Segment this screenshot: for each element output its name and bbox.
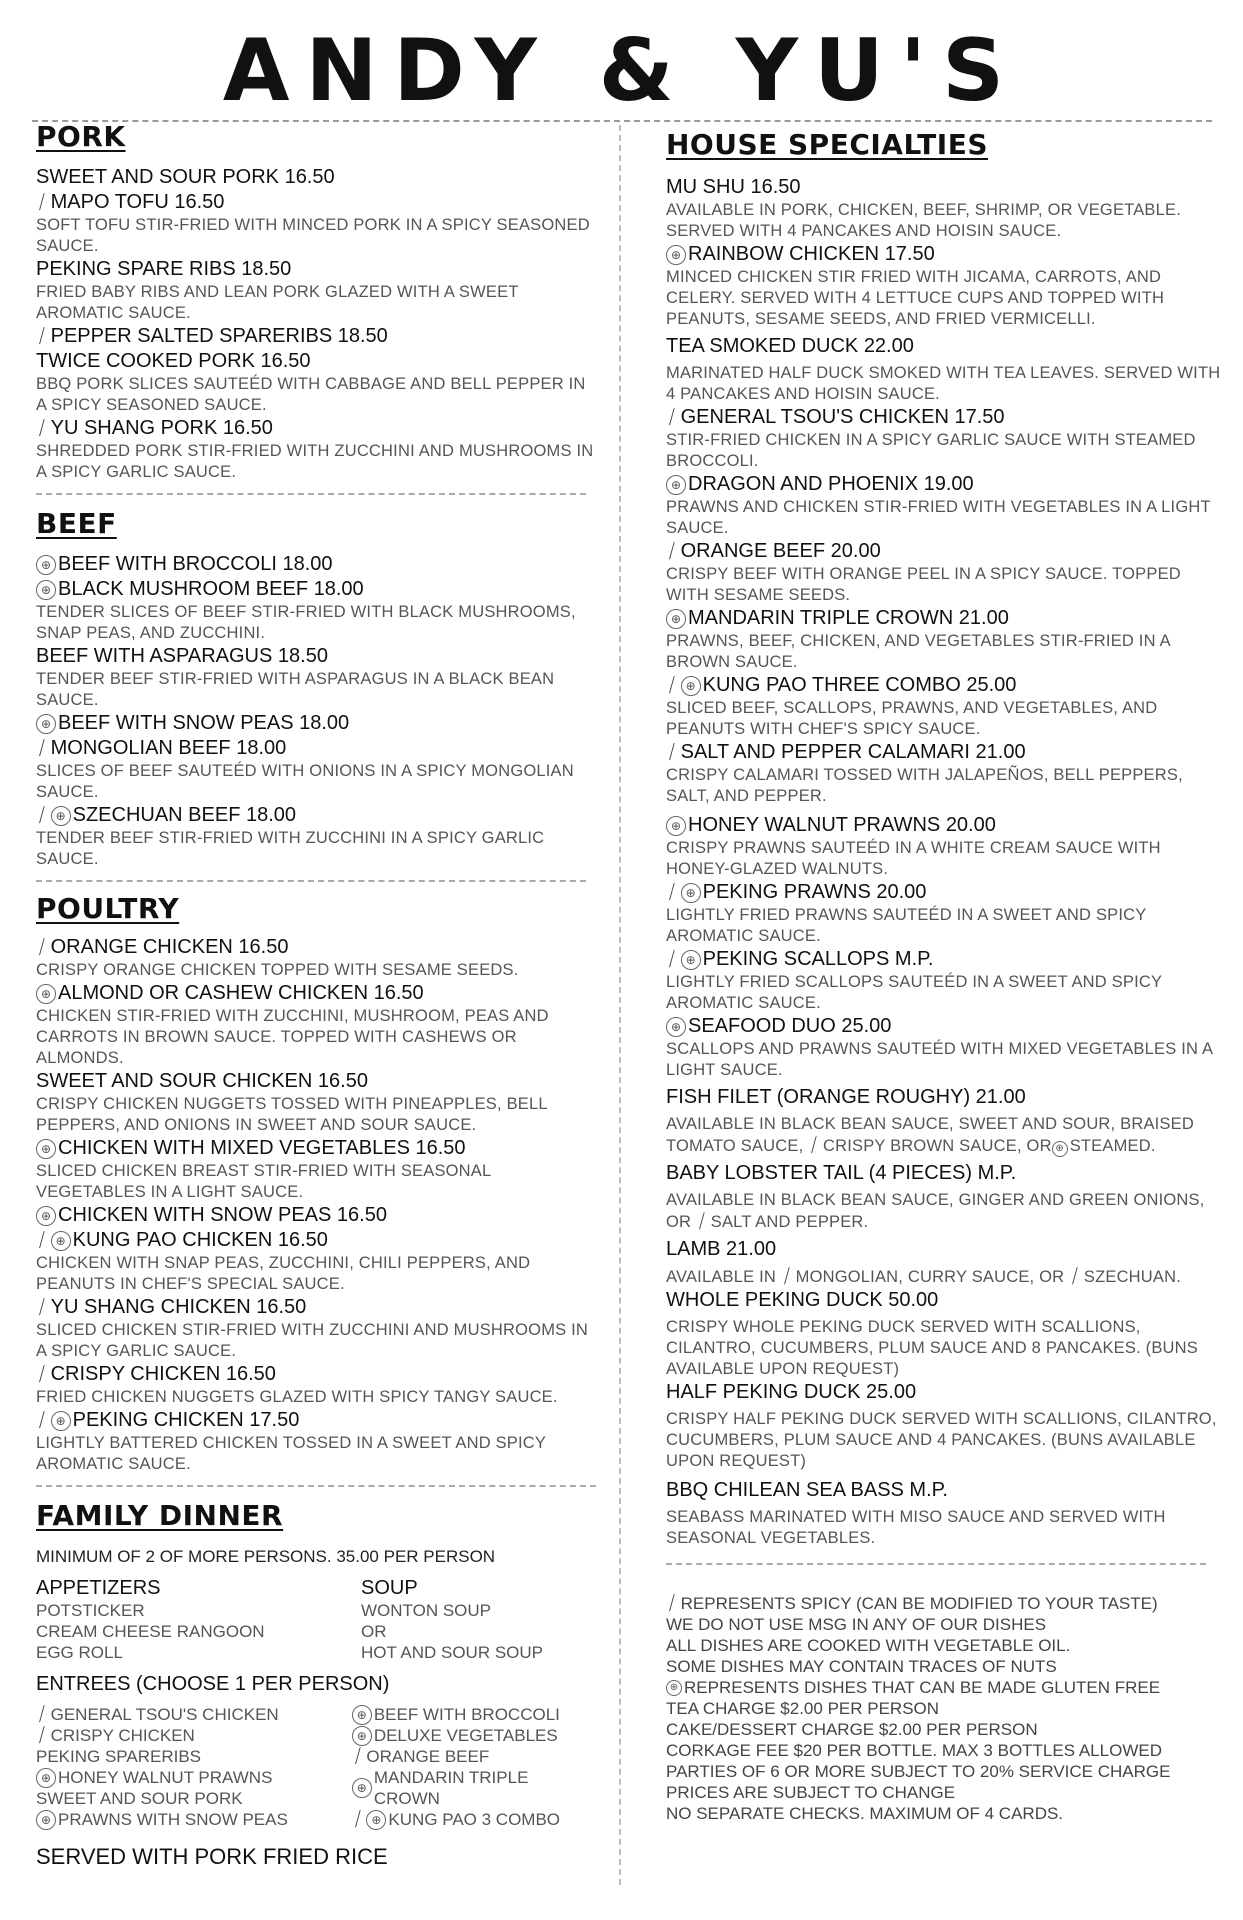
menu-item-desc: AVAILABLE IN PORK, CHICKEN, BEEF, SHRIMP, OR VEGETABLE. SERVED WITH 4 PANCAKES AND HOISIN SAUCE. (666, 201, 1182, 240)
gluten-free-icon (681, 950, 701, 970)
notes-block (662, 1591, 1226, 1824)
menu-item-name: ⟋ ORANGE BEEF 20.00 (662, 539, 881, 564)
menu-item-name: SWEET AND SOUR PORK 16.50 (36, 166, 335, 188)
menu-item-desc: MINCED CHICKEN STIR FRIED WITH JICAMA, CARROTS, AND CELERY. SERVED WITH 4 LETTUCE CUPS AND TOPPED WITH PEANUTS, SESAME SEEDS, AND FRIED VERMICELLI. (666, 268, 1165, 328)
menu-item-name: TEA SMOKED DUCK 22.00 (666, 335, 914, 357)
chili-pepper-icon: ⟋ (32, 1295, 53, 1320)
note-line: PARTIES OF 6 OR MORE SUBJECT TO 20% SERVICE CHARGE (666, 1762, 1171, 1781)
menu-item-name: ⟋ CRISPY CHICKEN 16.50 (32, 1362, 276, 1387)
appetizer-item: EGG ROLL (36, 1643, 123, 1662)
gluten-free-icon (352, 1726, 372, 1746)
menu-item-name: ⟋ ⊕ SZECHUAN BEEF 18.00 (36, 803, 596, 828)
chili-pepper-icon: ⟋ (347, 1807, 369, 1832)
note-line: SOME DISHES MAY CONTAIN TRACES OF NUTS (666, 1657, 1057, 1676)
note-line: ⊕ REPRESENTS DISHES THAT CAN BE MADE GLUTEN FREE (666, 1677, 1226, 1698)
chili-pepper-icon: ⟋ (32, 190, 53, 215)
menu-item-desc: SHREDDED PORK STIR-FRIED WITH ZUCCHINI AND MUSHROOMS IN A SPICY GARLIC SAUCE. (36, 442, 594, 481)
chili-pepper-icon: ⟋ (662, 880, 683, 905)
appetizers-label: APPETIZERS (36, 1577, 161, 1599)
right-column (662, 128, 1226, 1824)
menu-item-desc: BBQ PORK SLICES SAUTEÉD WITH CABBAGE AND BELL PEPPER IN A SPICY SEASONED SAUCE. (36, 375, 586, 414)
soup-item: OR (361, 1622, 387, 1641)
gluten-free-icon (51, 806, 71, 826)
menu-item-desc: CHICKEN STIR-FRIED WITH ZUCCHINI, MUSHROOM, PEAS AND CARROTS IN BROWN SAUCE. TOPPED WITH CASHEWS OR ALMONDS. (36, 1007, 549, 1067)
family-dinner-minimum: MINIMUM OF 2 OF MORE PERSONS. 35.00 PER PERSON (36, 1547, 496, 1566)
chili-pepper-icon: ⟋ (32, 1408, 53, 1433)
note-line: ⟋ REPRESENTS SPICY (CAN BE MODIFIED TO YOUR TASTE) (662, 1591, 1158, 1616)
note-line: NO SEPARATE CHECKS. MAXIMUM OF 4 CARDS. (666, 1804, 1064, 1823)
menu-item-name: ⟋ ⊕ PEKING CHICKEN 17.50 (36, 1408, 596, 1433)
chili-pepper-icon: ⟋ (32, 1362, 53, 1387)
menu-item-name: SWEET AND SOUR CHICKEN 16.50 (36, 1070, 368, 1092)
gluten-free-icon (666, 609, 686, 629)
section-divider (666, 1563, 1206, 1565)
gluten-free-icon (1052, 1141, 1068, 1157)
menu-item-name: TWICE COOKED PORK 16.50 (36, 350, 311, 372)
menu-item-name: ⊕ BEEF WITH BROCCOLI 18.00 (36, 552, 596, 577)
poultry-section (32, 935, 596, 1475)
menu-item-name: ⊕ ALMOND OR CASHEW CHICKEN 16.50 (36, 981, 596, 1006)
chili-pepper-icon: ⟋ (347, 1744, 369, 1769)
chili-pepper-icon: ⟋ (662, 947, 683, 972)
menu-item-name: ⊕ CHICKEN WITH MIXED VEGETABLES 16.50 (36, 1136, 596, 1161)
gluten-free-icon (36, 714, 56, 734)
menu-item-name: ⟋ GENERAL TSOU'S CHICKEN 17.50 (662, 405, 1005, 430)
menu-item-desc: LIGHTLY FRIED SCALLOPS SAUTEÉD IN A SWEET AND SPICY AROMATIC SAUCE. (666, 973, 1162, 1012)
menu-item-name: WHOLE PEKING DUCK 50.00 (666, 1289, 939, 1311)
chili-pepper-icon: ⟋ (804, 1133, 825, 1158)
gluten-free-icon (36, 984, 56, 1004)
menu-item-desc: SOFT TOFU STIR-FRIED WITH MINCED PORK IN A SPICY SEASONED SAUCE. (36, 216, 590, 255)
menu-item-name: ⊕ BLACK MUSHROOM BEEF 18.00 (36, 577, 596, 602)
soup-item: HOT AND SOUR SOUP (361, 1643, 543, 1662)
chili-pepper-icon: ⟋ (776, 1264, 798, 1289)
menu-item-name: ⊕ DRAGON AND PHOENIX 19.00 (666, 472, 1226, 497)
gluten-free-icon (36, 1139, 56, 1159)
entrees-right (347, 1704, 596, 1832)
gluten-free-icon (36, 1206, 56, 1226)
entree-item: ⊕ HONEY WALNUT PRAWNS (36, 1767, 352, 1788)
menu-item-desc: TENDER BEEF STIR-FRIED WITH ASPARAGUS IN A BLACK BEAN SAUCE. (36, 670, 555, 709)
chili-pepper-icon: ⟋ (32, 416, 53, 441)
family-dinner-served: SERVED WITH PORK FRIED RICE (36, 1844, 388, 1869)
menu-item-desc: LIGHTLY BATTERED CHICKEN TOSSED IN A SWEET AND SPICY AROMATIC SAUCE. (36, 1434, 546, 1473)
note-line: WE DO NOT USE MSG IN ANY OF OUR DISHES (666, 1615, 1047, 1634)
entree-item: ⟋ ORANGE BEEF (347, 1744, 490, 1769)
chili-pepper-icon: ⟋ (662, 1591, 683, 1616)
menu-item-name: ⟋ ⊕ KUNG PAO THREE COMBO 25.00 (666, 673, 1226, 698)
chili-pepper-icon: ⟋ (1065, 1264, 1086, 1289)
menu-item-desc: TENDER BEEF STIR-FRIED WITH ZUCCHINI IN A SPICY GARLIC SAUCE. (36, 829, 545, 868)
menu-item-desc: AVAILABLE IN BLACK BEAN SAUCE, SWEET AND SOUR, BRAISED TOMATO SAUCE, ⟋CRISPY BROWN SAUCE, OR⊕ STEAMED. (666, 1114, 1226, 1157)
chili-pepper-icon: ⟋ (662, 673, 683, 698)
note-line: CORKAGE FEE $20 PER BOTTLE. MAX 3 BOTTLES ALLOWED (666, 1741, 1162, 1760)
gluten-free-icon (36, 555, 56, 575)
soup-block (361, 1577, 543, 1663)
menu-item-name: ⊕ SEAFOOD DUO 25.00 (666, 1014, 1226, 1039)
menu-item-name: ⊕ CHICKEN WITH SNOW PEAS 16.50 (36, 1203, 596, 1228)
entree-item: PEKING SPARERIBS (36, 1747, 202, 1766)
column-divider (619, 125, 621, 1885)
note-line: TEA CHARGE $2.00 PER PERSON (666, 1699, 940, 1718)
gluten-free-icon (681, 676, 701, 696)
chili-pepper-icon: ⟋ (32, 1723, 53, 1748)
menu-item-name: ⟋ MAPO TOFU 16.50 (32, 190, 225, 215)
gluten-free-icon (352, 1705, 372, 1725)
menu-item-desc: AVAILABLE IN BLACK BEAN SAUCE, GINGER AND GREEN ONIONS, OR ⟋SALT AND PEPPER. (666, 1191, 1205, 1234)
menu-item-desc: AVAILABLE IN ⟋MONGOLIAN, CURRY SAUCE, OR ⟋SZECHUAN. (666, 1264, 1182, 1289)
menu-item-name: ⊕ MANDARIN TRIPLE CROWN 21.00 (666, 606, 1226, 631)
entree-item: SWEET AND SOUR PORK (36, 1789, 243, 1808)
menu-item-name: ⟋ YU SHANG PORK 16.50 (32, 416, 273, 441)
entree-item: ⟋ ⊕ KUNG PAO 3 COMBO (352, 1809, 596, 1830)
entrees-block (32, 1702, 596, 1832)
gluten-free-icon (36, 580, 56, 600)
chili-pepper-icon: ⟋ (662, 539, 683, 564)
note-line: ALL DISHES ARE COOKED WITH VEGETABLE OIL. (666, 1636, 1071, 1655)
soup-item: WONTON SOUP (361, 1601, 492, 1620)
menu-item-desc: CRISPY BEEF WITH ORANGE PEEL IN A SPICY SAUCE. TOPPED WITH SESAME SEEDS. (666, 565, 1181, 604)
menu-item-name: ⊕ BEEF WITH SNOW PEAS 18.00 (36, 711, 596, 736)
pork-section (32, 165, 596, 483)
menu-item-desc: CRISPY CHICKEN NUGGETS TOSSED WITH PINEAPPLES, BELL PEPPERS, AND ONIONS IN SWEET AND SOUR SAUCE. (36, 1095, 548, 1134)
beef-section (32, 552, 596, 870)
chili-pepper-icon: ⟋ (662, 740, 683, 765)
appetizer-item: POTSTICKER (36, 1601, 145, 1620)
gluten-free-icon (666, 475, 686, 495)
chili-pepper-icon: ⟋ (32, 803, 53, 828)
menu-item-desc: TENDER SLICES OF BEEF STIR-FRIED WITH BLACK MUSHROOMS, SNAP PEAS, AND ZUCCHINI. (36, 603, 576, 642)
menu-item-name: ⟋ SALT AND PEPPER CALAMARI 21.00 (662, 740, 1026, 765)
section-divider (36, 1485, 596, 1487)
gluten-free-icon (666, 245, 686, 265)
menu-item-name: BEEF WITH ASPARAGUS 18.50 (36, 645, 328, 667)
soup-label: SOUP (361, 1577, 418, 1599)
entree-item: ⊕ PRAWNS WITH SNOW PEAS (36, 1809, 352, 1830)
menu-item-name: PEKING SPARE RIBS 18.50 (36, 258, 292, 280)
section-title-poultry: POULTRY (36, 892, 180, 925)
menu-item-name: HALF PEKING DUCK 25.00 (666, 1381, 917, 1403)
gluten-free-icon (51, 1231, 71, 1251)
chili-pepper-icon: ⟋ (32, 1702, 53, 1727)
menu-item-desc: MARINATED HALF DUCK SMOKED WITH TEA LEAVES. SERVED WITH 4 PANCAKES AND HOISIN SAUCE. (666, 364, 1221, 403)
chili-pepper-icon: ⟋ (32, 736, 53, 761)
gluten-free-icon (666, 1680, 682, 1696)
menu-item-desc: CRISPY ORANGE CHICKEN TOPPED WITH SESAME SEEDS. (36, 961, 519, 979)
section-divider (36, 493, 586, 495)
menu-item-desc: CRISPY HALF PEKING DUCK SERVED WITH SCALLIONS, CILANTRO, CUCUMBERS, PLUM SAUCE AND 4 PANCAKES. (BUNS AVAILABLE UPON REQUEST) (666, 1410, 1217, 1470)
menu-item-desc: CHICKEN WITH SNAP PEAS, ZUCCHINI, CHILI PEPPERS, AND PEANUTS IN CHEF'S SPECIAL SAUCE. (36, 1254, 531, 1293)
section-title-pork: PORK (36, 120, 126, 153)
menu-item-desc: SLICED CHICKEN STIR-FRIED WITH ZUCCHINI AND MUSHROOMS IN A SPICY GARLIC SAUCE. (36, 1321, 589, 1360)
menu-item-name: ⟋ MONGOLIAN BEEF 18.00 (32, 736, 287, 761)
menu-item-desc: SEABASS MARINATED WITH MISO SAUCE AND SERVED WITH SEASONAL VEGETABLES. (666, 1508, 1166, 1547)
section-title-family-dinner: FAMILY DINNER (36, 1499, 284, 1532)
menu-item-name: MU SHU 16.50 (666, 176, 801, 198)
chili-pepper-icon: ⟋ (692, 1209, 713, 1234)
house-section (662, 175, 1226, 1549)
menu-item-name: ⊕ HONEY WALNUT PRAWNS 20.00 (666, 813, 1226, 838)
entree-item: ⊕ BEEF WITH BROCCOLI (352, 1704, 596, 1725)
gluten-free-icon (352, 1778, 372, 1798)
menu-item-name: BABY LOBSTER TAIL (4 PIECES) M.P. (666, 1162, 1017, 1184)
menu-item-desc: SCALLOPS AND PRAWNS SAUTEÉD WITH MIXED VEGETABLES IN A LIGHT SAUCE. (666, 1040, 1213, 1079)
menu-item-desc: FRIED BABY RIBS AND LEAN PORK GLAZED WITH A SWEET AROMATIC SAUCE. (36, 283, 519, 322)
menu-item-name: BBQ CHILEAN SEA BASS M.P. (666, 1479, 948, 1501)
menu-item-desc: SLICED BEEF, SCALLOPS, PRAWNS, AND VEGETABLES, AND PEANUTS WITH CHEF'S SPICY SAUCE. (666, 699, 1158, 738)
note-line: PRICES ARE SUBJECT TO CHANGE (666, 1783, 956, 1802)
gluten-free-icon (36, 1810, 56, 1830)
menu-item-name: ⟋ YU SHANG CHICKEN 16.50 (32, 1295, 307, 1320)
menu-item-name: ⊕ RAINBOW CHICKEN 17.50 (666, 242, 1226, 267)
gluten-free-icon (51, 1411, 71, 1431)
appetizers-block (36, 1577, 361, 1663)
menu-item-name: ⟋ ⊕ PEKING SCALLOPS M.P. (666, 947, 1226, 972)
menu-item-name: ⟋ ⊕ KUNG PAO CHICKEN 16.50 (36, 1228, 596, 1253)
left-column (32, 120, 596, 1870)
menu-item-name: ⟋ ORANGE CHICKEN 16.50 (32, 935, 289, 960)
menu-item-desc: PRAWNS AND CHICKEN STIR-FRIED WITH VEGETABLES IN A LIGHT SAUCE. (666, 498, 1211, 537)
gluten-free-icon (666, 816, 686, 836)
menu-item-desc: CRISPY PRAWNS SAUTEÉD IN A WHITE CREAM SAUCE WITH HONEY-GLAZED WALNUTS. (666, 839, 1161, 878)
entrees-left (32, 1702, 352, 1830)
section-divider (36, 880, 586, 882)
menu-item-desc: PRAWNS, BEEF, CHICKEN, AND VEGETABLES STIR-FRIED IN A BROWN SAUCE. (666, 632, 1170, 671)
menu-item-name: ⟋ PEPPER SALTED SPARERIBS 18.50 (32, 324, 388, 349)
menu-item-desc: SLICES OF BEEF SAUTEÉD WITH ONIONS IN A SPICY MONGOLIAN SAUCE. (36, 762, 574, 801)
gluten-free-icon (681, 883, 701, 903)
entree-item: ⟋ CRISPY CHICKEN (32, 1723, 195, 1748)
family-dinner-apps-soup (36, 1577, 596, 1663)
menu-item-desc: FRIED CHICKEN NUGGETS GLAZED WITH SPICY TANGY SAUCE. (36, 1388, 558, 1406)
menu-item-desc: SLICED CHICKEN BREAST STIR-FRIED WITH SEASONAL VEGETABLES IN A LIGHT SAUCE. (36, 1162, 491, 1201)
gluten-free-icon (366, 1810, 386, 1830)
menu-item-name: ⟋ ⊕ PEKING PRAWNS 20.00 (666, 880, 1226, 905)
chili-pepper-icon: ⟋ (32, 935, 53, 960)
note-line: CAKE/DESSERT CHARGE $2.00 PER PERSON (666, 1720, 1038, 1739)
chili-pepper-icon: ⟋ (32, 1228, 53, 1253)
menu-item-desc: LIGHTLY FRIED PRAWNS SAUTEÉD IN A SWEET AND SPICY AROMATIC SAUCE. (666, 906, 1147, 945)
restaurant-name: ANDY & YU'S (222, 21, 1021, 121)
appetizer-item: CREAM CHEESE RANGOON (36, 1622, 265, 1641)
entrees-label: ENTREES (CHOOSE 1 PER PERSON) (36, 1673, 390, 1695)
menu-item-desc: STIR-FRIED CHICKEN IN A SPICY GARLIC SAUCE WITH STEAMED BROCCOLI. (666, 431, 1196, 470)
entree-item: ⊕ DELUXE VEGETABLES (352, 1725, 596, 1746)
section-title-beef: BEEF (36, 507, 117, 540)
menu-item-name: LAMB 21.00 (666, 1238, 777, 1260)
menu-item-name: FISH FILET (ORANGE ROUGHY) 21.00 (666, 1086, 1026, 1108)
entree-item: ⊕ MANDARIN TRIPLE CROWN (352, 1767, 596, 1809)
chili-pepper-icon: ⟋ (662, 405, 683, 430)
menu-item-desc: CRISPY WHOLE PEKING DUCK SERVED WITH SCALLIONS, CILANTRO, CUCUMBERS, PLUM SAUCE AND 8 PANCAKES. (BUNS AVAILABLE UPON REQUEST) (666, 1318, 1198, 1378)
gluten-free-icon (36, 1768, 56, 1788)
menu-item-desc: CRISPY CALAMARI TOSSED WITH JALAPEÑOS, BELL PEPPERS, SALT, AND PEPPER. (666, 766, 1183, 805)
entree-item: ⟋ GENERAL TSOU'S CHICKEN (32, 1702, 279, 1727)
section-title-house-specialties: HOUSE SPECIALTIES (666, 128, 988, 161)
gluten-free-icon (666, 1017, 686, 1037)
chili-pepper-icon: ⟋ (32, 324, 53, 349)
